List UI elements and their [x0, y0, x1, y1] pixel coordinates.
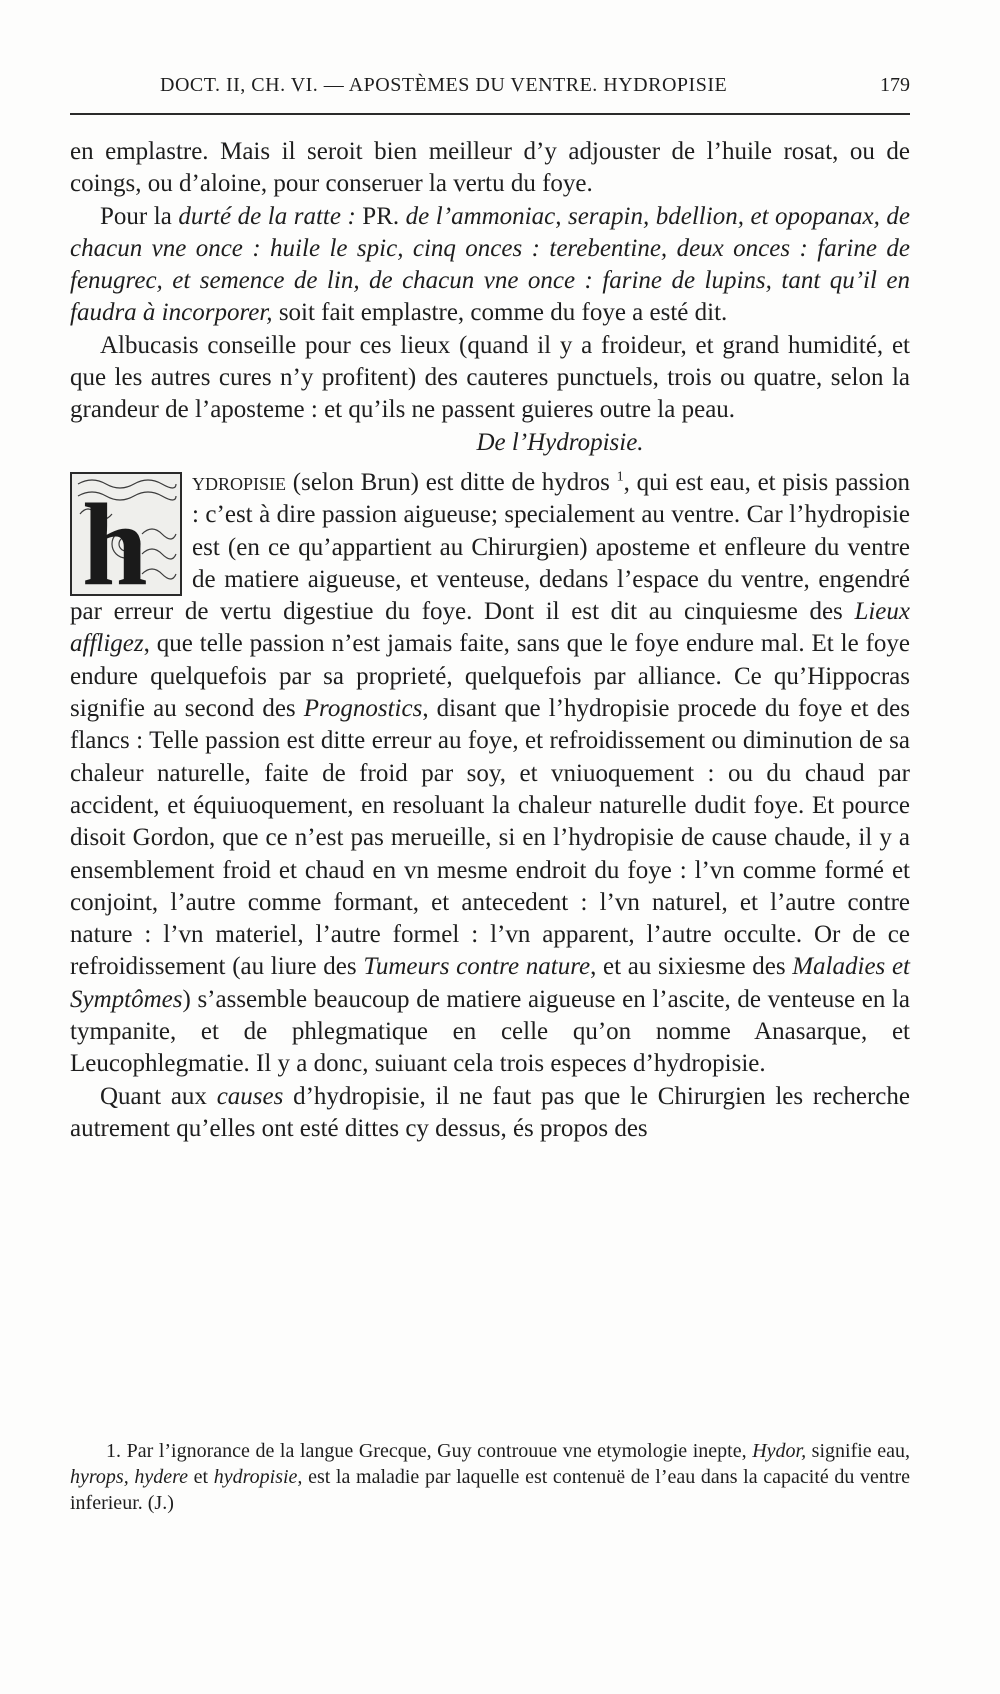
section-title: De l’Hydropisie. — [476, 428, 644, 456]
text-run: , et au sixiesme des — [590, 953, 793, 981]
paragraph-3: Albucasis conseille pour ces lieux (quand il y a froideur, et grand humidité, et que les autres cures n’y profitent) des cauteres punctuels, trois ou quatre, selon la grandeur de l’aposteme : et qu’ils ne passent guieres outre la peau. — [70, 331, 910, 424]
italic-run: Hydor, — [752, 1440, 807, 1462]
page-number: 179 — [880, 74, 910, 96]
text-run: , disant que l’hydropisie procede du foye et des flancs : Telle passion est ditte erreur au foye, et refroidissement ou diminution de sa chaleur naturelle, faite de froid par soy, et vniuoquement : ou du chaud par accident, et équiuoquement, en resoluant la chaleur naturelle dudit foye. Et pource disoit Gordon, que ce n’est pas merueille, si en l’hydropisie de cause chaude, il y a ensemblement froid et chaud en vn mesme endroit du foye : l’vn comme formé et conjoint, l’autre comme formant, et antecedent : l’vn naturel, et l’autre contre nature : l’vn materiel, l’autre formel : l’vn apparent, l’autre occulte. Or de ce refroidissement (au liure des — [70, 695, 910, 981]
text-run: Pour la — [100, 202, 179, 230]
italic-run: durté de la ratte : — [178, 202, 356, 230]
footnote-ref[interactable]: 1 — [616, 469, 624, 485]
ornamental-initial-h-icon — [70, 472, 182, 596]
footnotes — [70, 1438, 910, 1516]
text-run: , qui est eau, et pisis passion : c’est à dire passion aigueuse; specialement au ventre. Car l’hydropisie est (en ce qu’appartient au Chirurgien) aposteme et enfleure du ventre de matiere aigueuse, et venteuse, dedans l’espace du ventre, engendré par erreur de vertu digestiue du foye. Dont il est dit au cinquiesme des — [70, 468, 910, 626]
italic-run: Prognostics — [303, 695, 423, 723]
text-run: soit fait emplastre, comme du foye a esté dit. — [272, 299, 728, 327]
text-run: d’hydropisie, il ne faut pas que le Chirurgien les recherche autrement qu’elles ont esté dittes cy dessus, és propos des — [70, 1082, 910, 1142]
text-run: signifie eau, — [806, 1440, 911, 1462]
italic-run: causes — [216, 1082, 284, 1110]
text-run: 1. Par l’ignorance de la langue Grecque, Guy controuue vne etymologie inepte, — [106, 1440, 753, 1462]
smallcaps-run: ydropisie — [192, 468, 287, 496]
main-text — [70, 136, 910, 1145]
italic-run: Maladies et Symptômes — [70, 953, 911, 1013]
text-run: est la maladie par laquelle est contenuë de l’eau dans la capacité du ventre inferieur. (J.) — [70, 1466, 910, 1514]
running-head: DOCT. II, CH. VI. — APOSTÈMES DU VENTRE. HYDROPISIE — [160, 74, 728, 96]
italic-run: hydropisie, — [213, 1466, 303, 1488]
paragraph-2 — [70, 201, 910, 330]
paragraph-5 — [70, 1081, 910, 1146]
paragraph-1: en emplastre. Mais il seroit bien meilleur d’y adjouster de l’huile rosat, ou de coings, ou d’aloine, pour conseruer la vertu du foye. — [70, 138, 910, 198]
italic-run: hyrops, hydere — [70, 1466, 189, 1488]
svg-text:h: h — [82, 478, 148, 594]
text-run: PR. — [355, 202, 406, 230]
footnote-1 — [70, 1438, 910, 1516]
text-run: (selon Brun) est ditte de hydros — [286, 468, 617, 496]
text-run: , que telle passion n’est jamais faite, sans que le foye endure mal. Et le foye endure quelquefois par sa proprieté, quelquefois par alliance. Ce qu’Hippocras signifie au second des — [70, 630, 910, 723]
italic-run: de l’ammoniac, serapin, bdellion, et opopanax, de chacun vne once : huile le spic, cinq onces : terebentine, deux onces : farine de fenugrec, et semence de lin, de chacun vne once : farine de lupins, tant qu’il en faudra à incorporer, — [70, 202, 910, 327]
page-header — [70, 70, 910, 110]
italic-run: Lieux affligez — [70, 598, 910, 658]
paragraph-4 — [70, 467, 910, 1081]
text-run: et — [188, 1466, 214, 1488]
text-run: ) s’assemble beaucoup de matiere aigueuse en l’ascite, de venteuse en la tympanite, et de phlegmatique en celle qu’on nomme Anasarque, et Leucophlegmatie. Il y a donc, suiuant cela trois especes d’hydropisie. — [70, 985, 910, 1078]
header-rule — [70, 113, 910, 115]
italic-run: Tumeurs contre nature — [363, 953, 591, 981]
text-run: Quant aux — [100, 1082, 217, 1110]
